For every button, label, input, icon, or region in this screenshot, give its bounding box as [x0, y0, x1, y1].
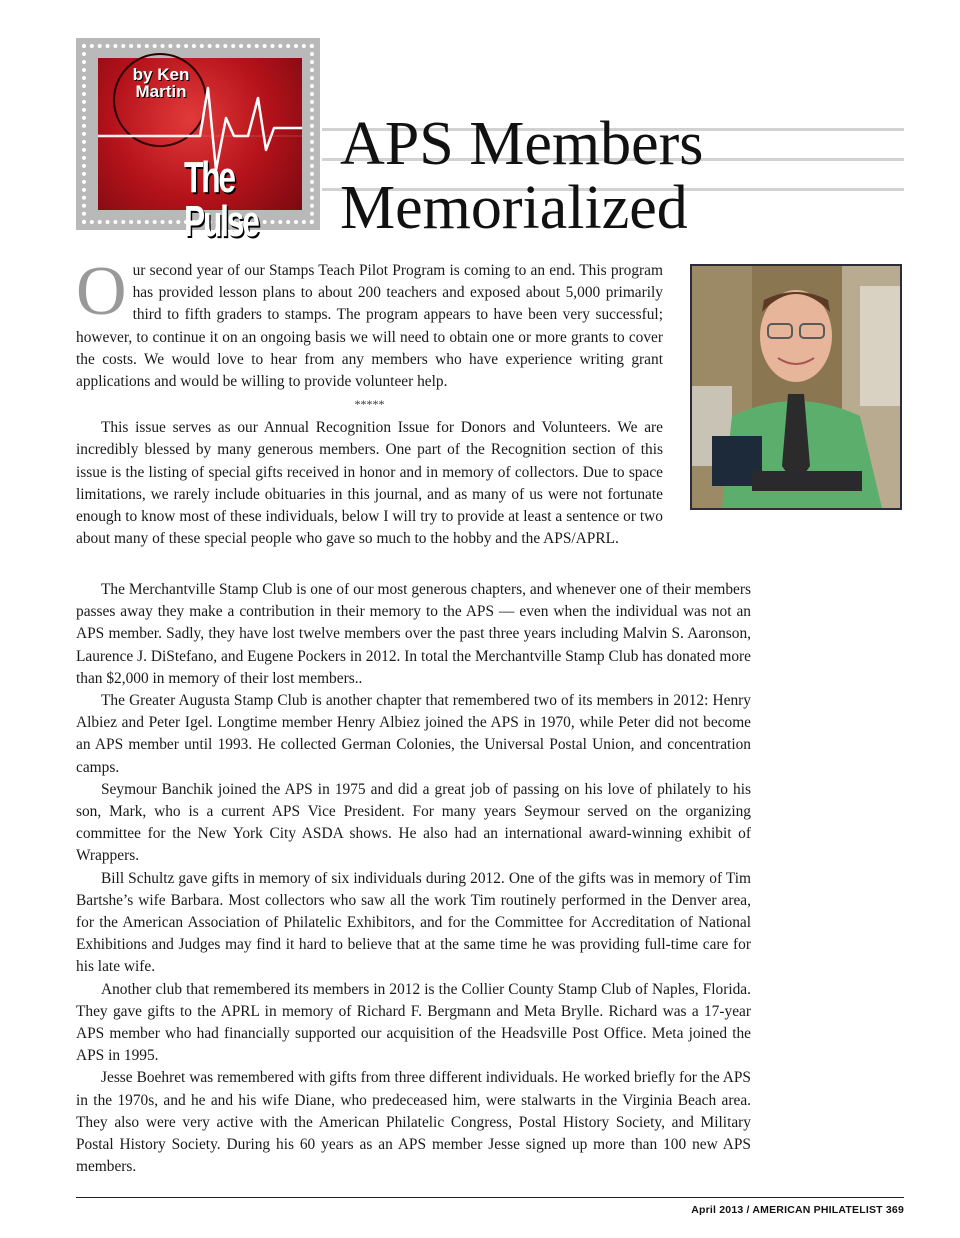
- memorial-section: [76, 579, 751, 1178]
- page-title: APS Members Memorialized: [340, 110, 704, 242]
- paragraph-collier: Another club that remembered its members in 2012 is the Collier County Stamp Club of Naples, Florida. They gave gifts to the APRL in memory of Richard F. Bergmann and Meta Brylle. Richard was a 17-year APS member who had financially supported our acquisition of the Headsville Post Office. Meta joined the APS in 1995.: [76, 980, 751, 1065]
- paragraph-boehret: Jesse Boehret was remembered with gifts from three different individuals. He worked briefly for the APS in the 1970s, and he and his wife Diane, who predeceased him, were stalwarts in the Virginia Beach area. They also were very active with the American Philatelic Congress, Postal History Society, and Military Postal History Society. During his 60 years as an APS member Jesse signed up more than 100 new APS members.: [76, 1069, 751, 1176]
- section-separator: *****: [354, 397, 385, 412]
- paragraph-merchantville: The Merchantville Stamp Club is one of our most generous chapters, and whenever one of their members passes away they make a contribution in their memory to the APS — even when the individual was not an APS member. Sadly, they have lost twelve members over the past three years including Malvin S. Aaronson, Laurence J. DiStefano, and Eugene Pockers in 2012. In total the Merchantville Stamp Club has donated more than $2,000 in memory of their lost members..: [76, 581, 751, 687]
- portrait-photo-icon: [692, 266, 900, 508]
- column-title: The Pulse: [184, 153, 258, 246]
- column-byline: by Ken Martin: [132, 65, 190, 101]
- column-logo-stamp: [76, 38, 320, 246]
- page-footer: April 2013 / AMERICAN PHILATELIST 369: [691, 1204, 904, 1216]
- drop-cap: O: [76, 253, 127, 330]
- recognition-paragraph: This issue serves as our Annual Recognition Issue for Donors and Volunteers. We are incredibly blessed by many generous members. One part of the Recognition section of this issue is the listing of special gifts received in honor and in memory of collectors. Due to space limitations, we rarely include obituaries in this journal, and as many of us were not fortunate enough to know most of these individuals, below I will try to provide at least a sentence or two about many of these special people who gave so much to the hobby and the APS/APRL.: [76, 419, 663, 548]
- footer-rule: [76, 1197, 904, 1198]
- intro-text: ur second year of our Stamps Teach Pilot Program is coming to an end. This program has provided lesson plans to about 200 teachers and exposed about 5,000 primarily third to fifth graders to stamps. The program appears to have been very successful; however, to continue it on an ongoing basis we will need to obtain one or more grants to cover the costs. We would love to hear from any members who have experience writing grant applications and would be willing to provide volunteer help.: [76, 262, 663, 391]
- paragraph-augusta: The Greater Augusta Stamp Club is another chapter that remembered two of its members in 2012: Henry Albiez and Peter Igel. Longtime member Henry Albiez joined the APS in 1970, while Peter did not become an APS member until 1993. He collected German Colonies, the Universal Postal Union, and concentration camps.: [76, 692, 751, 776]
- author-photo: [690, 264, 902, 510]
- column-logo: [98, 58, 302, 246]
- paragraph-banchik: Seymour Banchik joined the APS in 1975 and did a great job of passing on his love of philately to his son, Mark, who is a current APS Vice President. For many years Seymour served on the organizing committee for the New York City ASDA shows. He also had an international award-winning exhibit of Wrappers.: [76, 780, 751, 865]
- intro-section: [76, 253, 663, 550]
- intro-paragraph: [76, 253, 663, 393]
- paragraph-schultz: Bill Schultz gave gifts in memory of six individuals during 2012. One of the gifts was in memory of Tim Bartshe’s wife Barbara. Most collectors who saw all the work Tim routinely performed in the Denver area, for the American Association of Philatelic Exhibitors, and for the Committee for Accreditation of National Exhibitions and Judges may find it hard to believe that at the same time he was providing full-time care for his late wife.: [76, 869, 751, 976]
